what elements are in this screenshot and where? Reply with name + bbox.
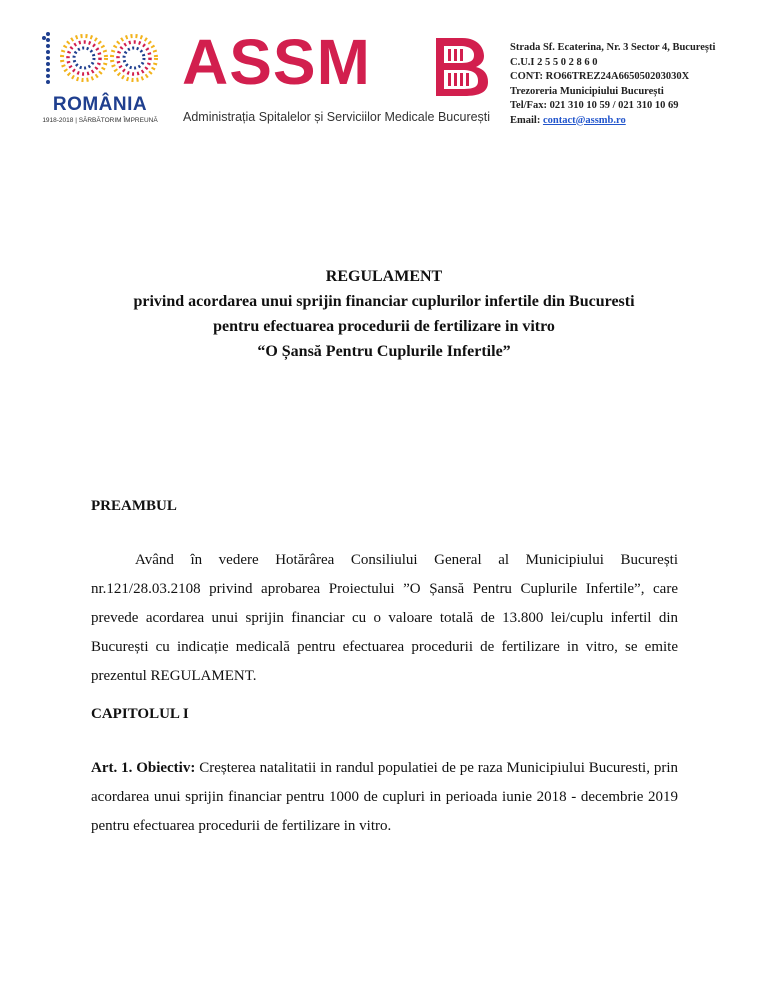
romania-wordmark: ROMÂNIA xyxy=(52,94,148,115)
contact-address: Strada Sf. Ecaterina, Nr. 3 Sector 4, București xyxy=(510,42,716,53)
contact-treasury: Trezoreria Municipiului București xyxy=(510,85,664,97)
title-line-1: REGULAMENT xyxy=(325,268,443,285)
article-1-label: Art. 1. Obiectiv: xyxy=(91,760,196,776)
assmb-wordmark: ASSM xyxy=(182,26,371,98)
preambul-paragraph: Având în vedere Hotărârea Consiliului General al Municipiului București nr.121/28.03.2108 privind aprobarea Proiectului ”O Șansă Pentru Cuplurile Infertile”, care prevede acordarea unui sprijin financiar cu o valoare totală de 13.800 lei/cuplu infertil din București cu indicație medicală pentru efectuarea procedurii de fertilizare in vitro, se emite prezentul REGULAMENT. xyxy=(91,552,678,684)
centenary-100-icon xyxy=(34,28,164,98)
article-1-text: Creșterea natalitatii in randul populatiei de pe raza Municipiului Bucuresti, prin acordarea unui sprijin financiar pentru 1000 de cupluri in perioada iunie 2018 - decembrie 2019 pentru efectuarea procedurii de fertilizare in vitro. xyxy=(91,760,678,834)
contact-email-link[interactable]: contact@assmb.ro xyxy=(542,114,626,126)
contact-email-line xyxy=(510,114,715,129)
romania-centenary-logo xyxy=(34,28,164,128)
document-title xyxy=(60,264,708,364)
contact-phone: Tel/Fax: 021 310 10 59 / 021 310 10 69 xyxy=(510,100,679,111)
assmb-building-b-icon xyxy=(432,36,492,98)
contact-email-label: Email: xyxy=(510,114,541,126)
contact-block xyxy=(510,41,715,128)
contact-account: CONT: RO66TREZ24A665050203030X xyxy=(510,71,690,82)
contact-cui: C.U.I 2 5 5 0 2 8 6 0 xyxy=(510,56,598,68)
preambul-heading: PREAMBUL xyxy=(91,498,177,514)
chapter-1-heading: CAPITOLUL I xyxy=(91,706,189,722)
title-line-4: “O Șansă Pentru Cuplurile Infertile” xyxy=(257,343,511,360)
letterhead xyxy=(0,0,768,150)
title-line-2: privind acordarea unui sprijin financiar cuplurilor infertile din Bucuresti xyxy=(133,293,635,310)
assmb-full-name: Administrația Spitalelor și Serviciilor Medicale București xyxy=(183,110,491,124)
title-line-3: pentru efectuarea procedurii de fertilizare in vitro xyxy=(213,318,555,335)
romania-tagline: 1918-2018 | SĂRBĂTORIM ÎMPREUNĂ xyxy=(42,117,158,124)
article-1-paragraph xyxy=(91,754,678,841)
